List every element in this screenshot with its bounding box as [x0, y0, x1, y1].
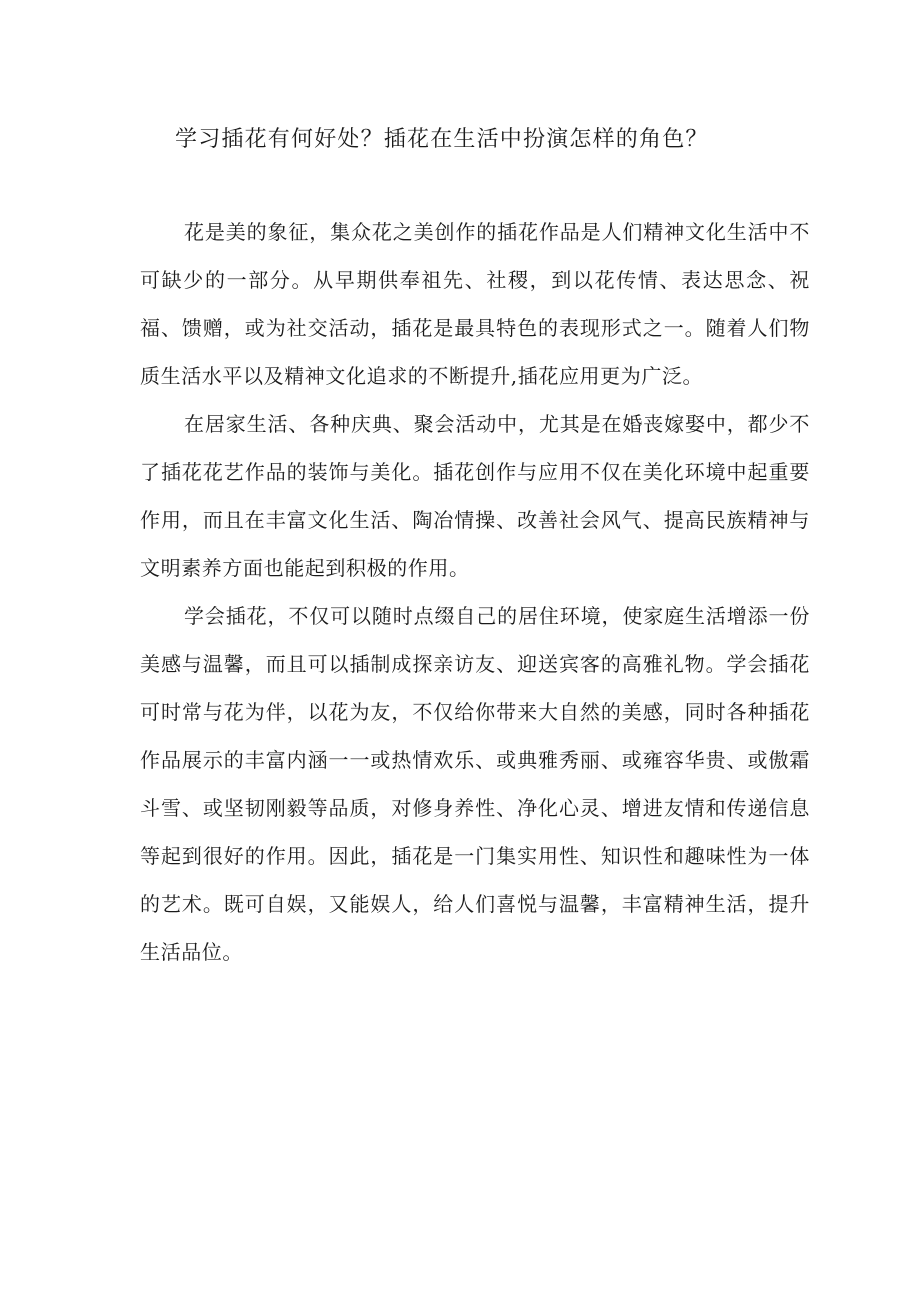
document-body [140, 208, 810, 976]
paragraph-3: 学会插花，不仅可以随时点缀自己的居住环境，使家庭生活增添一份美感与温馨，而且可以插制成探亲访友、迎送宾客的高雅礼物。学会插花可时常与花为伴，以花为友，不仅给你带来大自然的美感，同时各种插花作品展示的丰富内涵一一或热情欢乐、或典雅秀丽、或雍容华贵、或傲霜斗雪、或坚韧刚毅等品质，对修身养性、净化心灵、增进友情和传递信息等起到很好的作用。因此，插花是一门集实用性、知识性和趣味性为一体的艺术。既可自娱，又能娱人，给人们喜悦与温馨，丰富精神生活，提升生活品位。 [140, 604, 810, 964]
document-title: 学习插花有何好处？插花在生活中扮演怎样的角色？ [175, 127, 709, 152]
paragraph-2: 在居家生活、各种庆典、聚会活动中，尤其是在婚丧嫁娶中，都少不了插花花艺作品的装饰与美化。插花创作与应用不仅在美化环境中起重要作用，而且在丰富文化生活、陶冶情操、改善社会风气、提高民族精神与文明素养方面也能起到积极的作用。 [140, 412, 810, 580]
paragraph-1: 花是美的象征，集众花之美创作的插花作品是人们精神文化生活中不可缺少的一部分。从早期供奉祖先、社稷，到以花传情、表达思念、祝福、馈赠，或为社交活动，插花是最具特色的表现形式之一。随着人们物质生活水平以及精神文化追求的不断提升,插花应用更为广泛。 [140, 220, 810, 388]
